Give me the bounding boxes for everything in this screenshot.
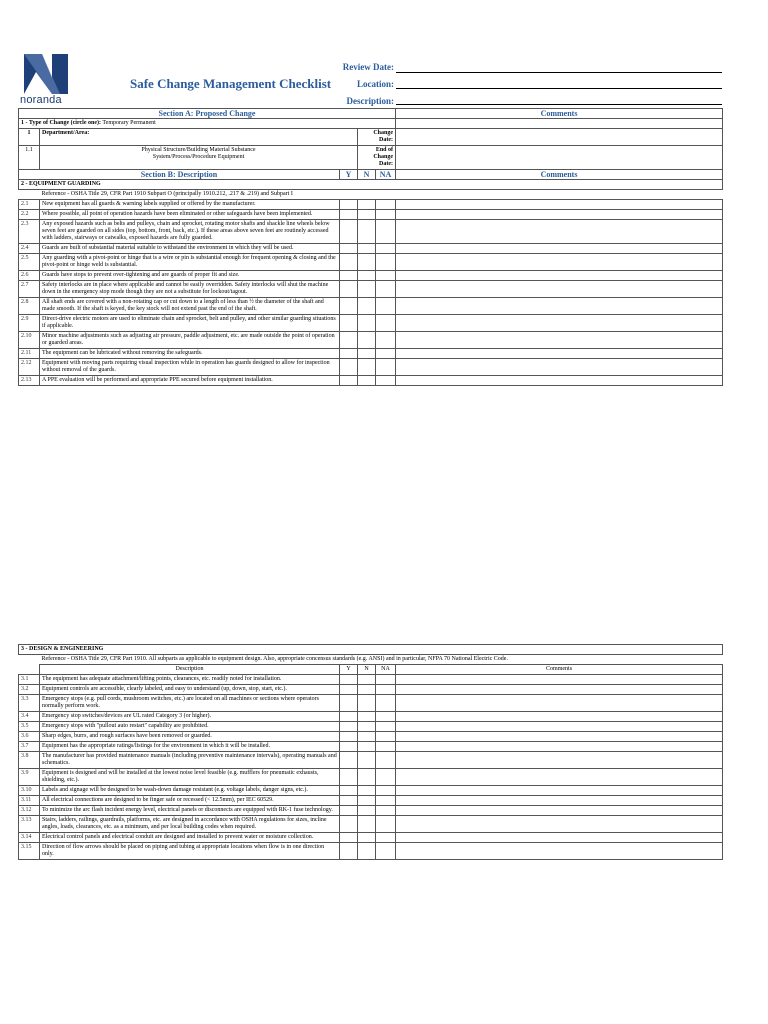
item-number: 3.3 <box>19 695 40 712</box>
comments-cell[interactable] <box>396 254 723 271</box>
na-checkbox[interactable] <box>376 359 396 376</box>
no-checkbox[interactable] <box>358 806 376 816</box>
section-a-header <box>19 109 723 119</box>
na-checkbox[interactable] <box>376 695 396 712</box>
na-checkbox[interactable] <box>376 685 396 695</box>
no-checkbox[interactable] <box>358 359 376 376</box>
description-field[interactable] <box>396 104 722 105</box>
comments-cell[interactable] <box>396 843 723 860</box>
yes-checkbox[interactable] <box>340 796 358 806</box>
type-of-change-options[interactable]: Temporary Permanent <box>102 120 156 126</box>
na-checkbox[interactable] <box>376 332 396 349</box>
item-text: To minimize the arc flash incident energy level, electrical panels or disconnects are equipped with RK-1 fuse technology. <box>40 806 340 816</box>
comments-cell[interactable] <box>396 786 723 796</box>
yes-checkbox[interactable] <box>340 359 358 376</box>
checklist-row <box>19 843 723 860</box>
checklist-row <box>19 833 723 843</box>
comments-cell[interactable] <box>396 742 723 752</box>
no-checkbox[interactable] <box>358 843 376 860</box>
item-text: Safety interlocks are in place where applicable and cannot be easily overridden. Safety interlocks will shut the machine down in the emergency stop mode though they are not a substitute for lockout/tagout. <box>40 281 340 298</box>
no-checkbox[interactable] <box>358 742 376 752</box>
item-text: Guards are built of substantial material suitable to withstand the environment in which they will be used. <box>40 244 340 254</box>
comments-cell[interactable] <box>396 685 723 695</box>
no-checkbox[interactable] <box>358 685 376 695</box>
change-date-field[interactable] <box>396 129 723 146</box>
item-number: 3.12 <box>19 806 40 816</box>
design-reference-row <box>19 655 723 665</box>
equipment-items <box>19 200 723 386</box>
item-number: 2.2 <box>19 210 40 220</box>
item-number: 3.6 <box>19 732 40 742</box>
item-number: 3.8 <box>19 752 40 769</box>
type-of-change-label: 1 - Type of Change (circle one): <box>21 120 101 126</box>
item-text: Any guarding with a pivot-point or hinge that is a wire or pin is substantial enough for frequent opening & closing and the pivot-point or hinge weld is substantial. <box>40 254 340 271</box>
yes-checkbox[interactable] <box>340 722 358 732</box>
yes-checkbox[interactable] <box>340 281 358 298</box>
no-checkbox[interactable] <box>358 796 376 806</box>
no-checkbox[interactable] <box>358 210 376 220</box>
item-text: The manufacturer has provided maintenance manuals (including preventive maintenance intervals), operating manuals and schematics. <box>40 752 340 769</box>
description-label: Description: <box>346 96 394 106</box>
section-a-comments-header: Comments <box>396 109 723 119</box>
section-b-title: Section B: Description <box>19 170 340 180</box>
no-checkbox[interactable] <box>358 281 376 298</box>
yes-checkbox[interactable] <box>340 752 358 769</box>
comments-cell[interactable] <box>396 732 723 742</box>
checklist-row <box>19 271 723 281</box>
col-na-header: NA <box>376 170 396 180</box>
comments-cell[interactable] <box>396 298 723 315</box>
no-checkbox[interactable] <box>358 200 376 210</box>
item-number: 2.10 <box>19 332 40 349</box>
item-number: 3.2 <box>19 685 40 695</box>
yes-checkbox[interactable] <box>340 298 358 315</box>
checklist-row <box>19 254 723 271</box>
na-checkbox[interactable] <box>376 769 396 786</box>
item-text: Minor machine adjustments such as adjusting air pressure, paddle adjustment, etc. are made outside the point of operation or guarded areas. <box>40 332 340 349</box>
comments-cell[interactable] <box>396 833 723 843</box>
item-number: 3.13 <box>19 816 40 833</box>
item-number: 2.4 <box>19 244 40 254</box>
item-number: 3.14 <box>19 833 40 843</box>
item-number: 3.1 <box>19 675 40 685</box>
yes-checkbox[interactable] <box>340 806 358 816</box>
item-text: Where possible, all point of operation hazards have been eliminated or other safeguards have been implemented. <box>40 210 340 220</box>
department-label: Department/Area: <box>40 129 358 146</box>
item-text: All electrical connections are designed to be finger safe or recessed (< 12.5mm), per IEC 60529. <box>40 796 340 806</box>
item-number: 3.7 <box>19 742 40 752</box>
item-text: Equipment has the appropriate ratings/listings for the environment in which it will be installed. <box>40 742 340 752</box>
na-checkbox[interactable] <box>376 271 396 281</box>
comments-cell[interactable] <box>396 796 723 806</box>
comments-cell[interactable] <box>396 769 723 786</box>
location-label: Location: <box>357 79 394 89</box>
comments-cell[interactable] <box>396 376 723 386</box>
item-text: Equipment controls are accessible, clearly labeled, and easy to understand (up, down, stop, start, etc.). <box>40 685 340 695</box>
comments-cell[interactable] <box>396 220 723 244</box>
no-checkbox[interactable] <box>358 752 376 769</box>
item-text: The equipment has adequate attachment/lifting points, clearances, etc. readily noted for installation. <box>40 675 340 685</box>
type-comments-cell[interactable] <box>396 119 723 129</box>
yes-checkbox[interactable] <box>340 786 358 796</box>
item-number: 3.10 <box>19 786 40 796</box>
na-checkbox[interactable] <box>376 806 396 816</box>
yes-checkbox[interactable] <box>340 254 358 271</box>
item-number: 2.3 <box>19 220 40 244</box>
comments-cell[interactable] <box>396 722 723 732</box>
item-number: 2.13 <box>19 376 40 386</box>
checklist-table-design <box>18 644 723 860</box>
no-checkbox[interactable] <box>358 732 376 742</box>
yes-checkbox[interactable] <box>340 742 358 752</box>
na-checkbox[interactable] <box>376 376 396 386</box>
checklist-row <box>19 281 723 298</box>
checklist-row <box>19 722 723 732</box>
checklist-row <box>19 315 723 332</box>
comments-cell[interactable] <box>396 752 723 769</box>
item-number: 2.1 <box>19 200 40 210</box>
col-n-header: N <box>358 665 376 675</box>
comments-cell[interactable] <box>396 806 723 816</box>
na-checkbox[interactable] <box>376 712 396 722</box>
areas-options-line1[interactable]: Physical Structure/Building Material Substance <box>141 147 256 153</box>
item-number: 2.11 <box>19 349 40 359</box>
comments-cell[interactable] <box>396 712 723 722</box>
no-checkbox[interactable] <box>358 769 376 786</box>
col-na-header: NA <box>376 665 396 675</box>
yes-checkbox[interactable] <box>340 816 358 833</box>
no-checkbox[interactable] <box>358 786 376 796</box>
yes-checkbox[interactable] <box>340 769 358 786</box>
no-checkbox[interactable] <box>358 675 376 685</box>
na-checkbox[interactable] <box>376 675 396 685</box>
comments-cell[interactable] <box>396 200 723 210</box>
section-a-title: Section A: Proposed Change <box>19 109 396 119</box>
checklist-row <box>19 752 723 769</box>
item-text: New equipment has all guards & warning labels supplied or offered by the manufacturer. <box>40 200 340 210</box>
item-number: 2.6 <box>19 271 40 281</box>
yes-checkbox[interactable] <box>340 271 358 281</box>
item-text: Emergency stops (e.g. pull cords, mushroom switches, etc.) are located on all machines or sections where operators normally perform work. <box>40 695 340 712</box>
design-items <box>19 675 723 860</box>
review-date-field[interactable] <box>396 72 722 73</box>
noranda-logo-icon <box>22 52 70 96</box>
comments-cell[interactable] <box>396 359 723 376</box>
yes-checkbox[interactable] <box>340 210 358 220</box>
equipment-guarding-heading-row <box>19 180 723 190</box>
col-n-header: N <box>358 170 376 180</box>
department-row <box>19 129 723 146</box>
item-text: Direct-drive electric motors are used to eliminate chain and sprocket, belt and pulley, and other similar guarding situations if applicable. <box>40 315 340 332</box>
yes-checkbox[interactable] <box>340 200 358 210</box>
checklist-row <box>19 220 723 244</box>
comments-cell[interactable] <box>396 281 723 298</box>
no-checkbox[interactable] <box>358 695 376 712</box>
item-text: Emergency stops with "pullout auto restart" capability are prohibited. <box>40 722 340 732</box>
no-checkbox[interactable] <box>358 315 376 332</box>
item-number: 3.11 <box>19 796 40 806</box>
yes-checkbox[interactable] <box>340 843 358 860</box>
na-checkbox[interactable] <box>376 200 396 210</box>
na-checkbox[interactable] <box>376 786 396 796</box>
page-title: Safe Change Management Checklist <box>130 76 332 91</box>
change-date-label: Change Date: <box>358 129 396 146</box>
na-checkbox[interactable] <box>376 843 396 860</box>
na-checkbox[interactable] <box>376 281 396 298</box>
comments-cell[interactable] <box>396 244 723 254</box>
checklist-row <box>19 732 723 742</box>
checklist-row <box>19 332 723 349</box>
checklist-row <box>19 712 723 722</box>
no-checkbox[interactable] <box>358 332 376 349</box>
checklist-row <box>19 816 723 833</box>
na-checkbox[interactable] <box>376 752 396 769</box>
comments-cell[interactable] <box>396 695 723 712</box>
item-text: Any exposed hazards such as belts and pulleys, chain and sprocket, rotating motor shafts and shackle line wheels below seven feet are guarded on all sides (top, bottom, front, back, etc.). If these areas above seven feet are routinely accessed with ladders, stairways or catwalks, exposed hazards are fully guarded. <box>40 220 340 244</box>
equipment-reference: Reference - OSHA Title 29, CFR Part 1910 Subpart O (principally 1910.212, .217 & .219) and Subpart I <box>41 191 293 197</box>
item-text: A PPE evaluation will be performed and appropriate PPE secured before equipment installation. <box>40 376 340 386</box>
comments-cell[interactable] <box>396 675 723 685</box>
na-checkbox[interactable] <box>376 298 396 315</box>
checklist-row <box>19 244 723 254</box>
equipment-guarding-heading: 2 - EQUIPMENT GUARDING <box>19 180 723 190</box>
checklist-table-section-a-b <box>18 108 723 386</box>
item-text: Sharp edges, burrs, and rough surfaces have been removed or guarded. <box>40 732 340 742</box>
checklist-row <box>19 376 723 386</box>
comments-cell[interactable] <box>396 816 723 833</box>
item-text: Labels and signage will be designed to be wash-down damage resistant (e.g. voltage labels, danger signs, etc.). <box>40 786 340 796</box>
col-y-header: Y <box>340 170 358 180</box>
item-text: The equipment can be lubricated without removing the safeguards. <box>40 349 340 359</box>
checklist-row <box>19 786 723 796</box>
na-checkbox[interactable] <box>376 732 396 742</box>
yes-checkbox[interactable] <box>340 685 358 695</box>
checklist-row <box>19 695 723 712</box>
na-checkbox[interactable] <box>376 315 396 332</box>
comments-cell[interactable] <box>396 271 723 281</box>
item-text: Equipment is designed and will be installed at the lowest noise level feasible (e.g. mufflers for pneumatic exhausts, shielding, etc.). <box>40 769 340 786</box>
comments-cell[interactable] <box>396 349 723 359</box>
equipment-reference-row <box>19 190 723 200</box>
item-text: Equipment with moving parts requiring visual inspection while in operation has guards designed to allow for inspection without removal of the guards. <box>40 359 340 376</box>
yes-checkbox[interactable] <box>340 675 358 685</box>
col-y-header: Y <box>340 665 358 675</box>
areas-row <box>19 146 723 170</box>
na-checkbox[interactable] <box>376 220 396 244</box>
checklist-row <box>19 200 723 210</box>
item-number: 3.15 <box>19 843 40 860</box>
comments-cell[interactable] <box>396 315 723 332</box>
checklist-row <box>19 769 723 786</box>
no-checkbox[interactable] <box>358 712 376 722</box>
areas-options-line2[interactable]: System/Process/Procedure Equipment <box>152 154 245 160</box>
no-checkbox[interactable] <box>358 833 376 843</box>
item-number: 3.5 <box>19 722 40 732</box>
na-checkbox[interactable] <box>376 833 396 843</box>
checklist-row <box>19 298 723 315</box>
item-text: All shaft ends are covered with a non-rotating cap or cut down to a length of less than ½ the diameter of the shaft and made smooth. If the shaft is keyed, the key stock will not extend past the end of the shaft. <box>40 298 340 315</box>
row-number: 1 <box>19 129 40 146</box>
col-description-header: Description <box>40 665 340 675</box>
comments-cell[interactable] <box>396 210 723 220</box>
item-number: 2.12 <box>19 359 40 376</box>
item-number: 2.8 <box>19 298 40 315</box>
na-checkbox[interactable] <box>376 742 396 752</box>
no-checkbox[interactable] <box>358 254 376 271</box>
checklist-row <box>19 742 723 752</box>
section-b-header <box>19 170 723 180</box>
review-date-label: Review Date: <box>342 62 394 72</box>
item-text: Emergency stop switches/devices are UL rated Category 3 (or higher). <box>40 712 340 722</box>
checklist-row <box>19 796 723 806</box>
item-text: Guards have stops to prevent over-tightening and are guards of proper fit and size. <box>40 271 340 281</box>
yes-checkbox[interactable] <box>340 315 358 332</box>
checklist-row <box>19 675 723 685</box>
section-b-comments-header: Comments <box>396 170 723 180</box>
logo-wordmark: noranda <box>20 94 62 106</box>
checklist-row <box>19 210 723 220</box>
item-number: 3.4 <box>19 712 40 722</box>
col-comments-header: Comments <box>396 665 723 675</box>
item-number: 2.7 <box>19 281 40 298</box>
na-checkbox[interactable] <box>376 816 396 833</box>
yes-checkbox[interactable] <box>340 244 358 254</box>
na-checkbox[interactable] <box>376 722 396 732</box>
design-reference: Reference - OSHA Title 29, CFR Part 1910. All subparts as applicable to equipment design. Also, appropriate concensus standards (e.g. ANSI) and in particular, NFPA 70 National Electric Code. <box>41 656 508 662</box>
no-checkbox[interactable] <box>358 349 376 359</box>
no-checkbox[interactable] <box>358 816 376 833</box>
no-checkbox[interactable] <box>358 220 376 244</box>
yes-checkbox[interactable] <box>340 376 358 386</box>
item-number: 2.9 <box>19 315 40 332</box>
type-of-change-row <box>19 119 723 129</box>
na-checkbox[interactable] <box>376 254 396 271</box>
no-checkbox[interactable] <box>358 298 376 315</box>
checklist-row <box>19 806 723 816</box>
na-checkbox[interactable] <box>376 244 396 254</box>
no-checkbox[interactable] <box>358 271 376 281</box>
yes-checkbox[interactable] <box>340 220 358 244</box>
checklist-row <box>19 359 723 376</box>
na-checkbox[interactable] <box>376 796 396 806</box>
yes-checkbox[interactable] <box>340 833 358 843</box>
item-text: Direction of flow arrows should be placed on piping and tubing at appropriate locations when flow is in one direction only. <box>40 843 340 860</box>
yes-checkbox[interactable] <box>340 712 358 722</box>
yes-checkbox[interactable] <box>340 695 358 712</box>
checklist-row <box>19 685 723 695</box>
design-column-headers <box>19 665 723 675</box>
checklist-row <box>19 349 723 359</box>
na-checkbox[interactable] <box>376 349 396 359</box>
item-text: Electrical control panels and electrical conduit are designed and installed to prevent water or moisture collection. <box>40 833 340 843</box>
item-number: 3.9 <box>19 769 40 786</box>
yes-checkbox[interactable] <box>340 349 358 359</box>
na-checkbox[interactable] <box>376 210 396 220</box>
design-engineering-heading: 3 - DESIGN & ENGINEERING <box>19 645 723 655</box>
yes-checkbox[interactable] <box>340 732 358 742</box>
location-field[interactable] <box>396 88 722 89</box>
item-text: Stairs, ladders, railings, guardrails, platforms, etc. are designed in accordance with OSHA regulations for sizes, incline angles, loads, clearances, etc. as a minimum, and per local building codes when required. <box>40 816 340 833</box>
comments-cell[interactable] <box>396 332 723 349</box>
row-number: 1.1 <box>19 146 40 170</box>
end-of-change-date-label: End of Change Date: <box>358 146 396 170</box>
item-number: 2.5 <box>19 254 40 271</box>
design-heading-row <box>19 645 723 655</box>
no-checkbox[interactable] <box>358 722 376 732</box>
no-checkbox[interactable] <box>358 244 376 254</box>
yes-checkbox[interactable] <box>340 332 358 349</box>
end-of-change-date-field[interactable] <box>396 146 723 170</box>
no-checkbox[interactable] <box>358 376 376 386</box>
